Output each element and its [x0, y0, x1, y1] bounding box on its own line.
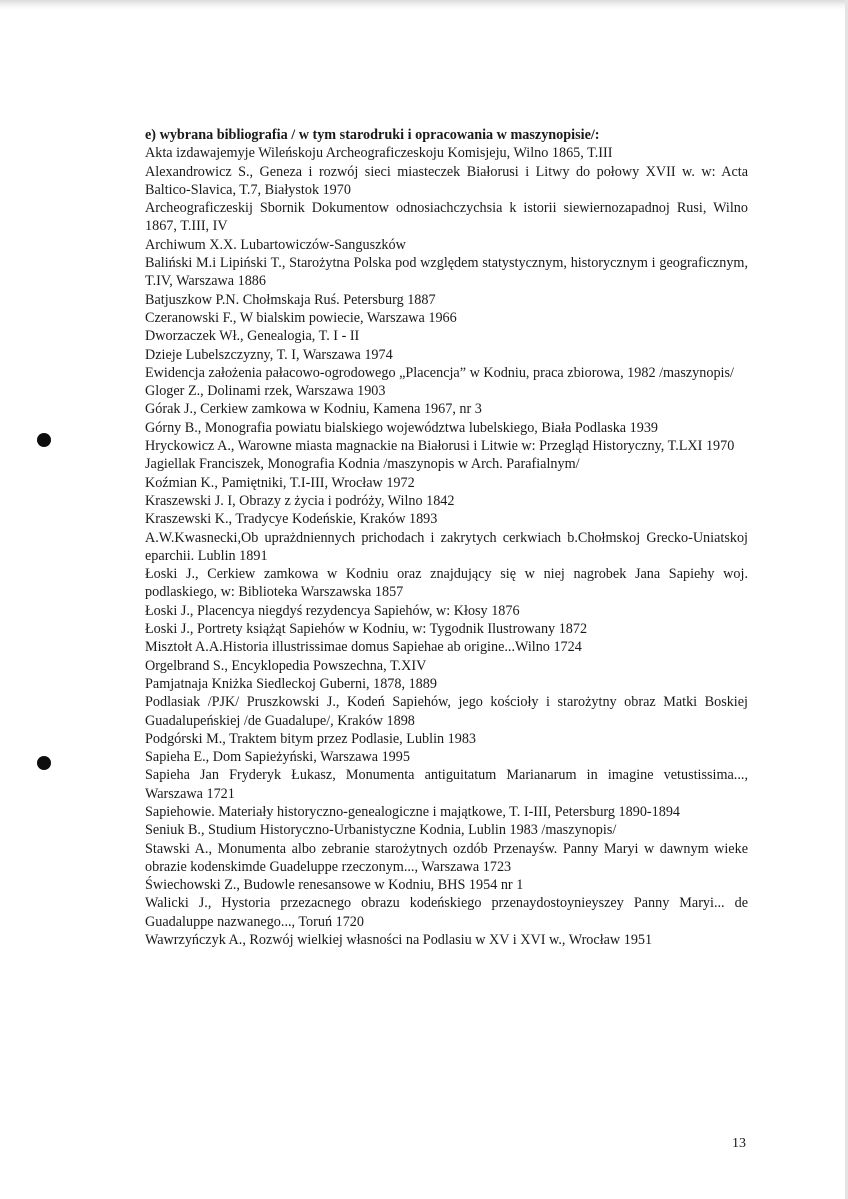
bibliography-entry: A.W.Kwasnecki,Ob uprażdniennych prichodach i zakrytych cerkwiach b.Chołmskoj Grecko-Uniatskoj eparchii. Lublin 1891	[145, 529, 748, 564]
binder-hole-upper	[37, 433, 51, 447]
page-number: 13	[732, 1136, 746, 1151]
bibliography-entry: Dzieje Lubelszczyzny, T. I, Warszawa 1974	[145, 346, 393, 363]
bibliography-entry: Seniuk B., Studium Historyczno-Urbanistyczne Kodnia, Lublin 1983 /maszynopis/	[145, 822, 617, 839]
bibliography-entry: Jagiellak Franciszek, Monografia Kodnia /maszynopis w Arch. Parafialnym/	[145, 456, 580, 473]
bibliography-entry: Kraszewski J. I, Obrazy z życia i podróży, Wilno 1842	[145, 492, 455, 509]
bibliography-entry: Górak J., Cerkiew zamkowa w Kodniu, Kamena 1967, nr 3	[145, 401, 482, 418]
bibliography-entry: Archeograficzeskij Sbornik Dokumentow odnosiachczychsia k istorii siewiernozapadnoj Rusi, Wilno 1867, T.III, IV	[145, 200, 748, 235]
bibliography-entry: Misztołt A.A.Historia illustrissimae domus Sapiehae ab origine...Wilno 1724	[145, 639, 582, 656]
bibliography-entry: Alexandrowicz S., Geneza i rozwój sieci miasteczek Białorusi i Litwy do połowy XVII w. w: Acta Baltico-Slavica, T.7, Białystok 1970	[145, 163, 748, 198]
bibliography-entry: Orgelbrand S., Encyklopedia Powszechna, T.XIV	[145, 657, 427, 674]
bibliography-entry: Sapieha Jan Fryderyk Łukasz, Monumenta antiguitatum Marianarum in imagine vetustissima..., Warszawa 1721	[145, 767, 748, 802]
bibliography-entry: Koźmian K., Pamiętniki, T.I-III, Wrocław 1972	[145, 474, 415, 491]
bibliography-entry: Sapiehowie. Materiały historyczno-genealogiczne i majątkowe, T. I-III, Petersburg 1890-1894	[145, 803, 681, 820]
section-heading: e) wybrana bibliografia / w tym starodruki i opracowania w maszynopisie/:	[145, 127, 600, 143]
scan-top-edge	[0, 0, 848, 10]
bibliography-entry: Świechowski Z., Budowle renesansowe w Kodniu, BHS 1954 nr 1	[145, 877, 524, 894]
bibliography-list	[145, 144, 748, 949]
bibliography-entry: Archiwum X.X. Lubartowiczów-Sanguszków	[145, 236, 406, 253]
bibliography-entry: Łoski J., Cerkiew zamkowa w Kodniu oraz znajdujący się w niej nagrobek Jana Sapiehy woj. podlaskiego, w: Biblioteka Warszawska 1857	[145, 566, 748, 601]
bibliography-entry: Kraszewski K., Tradycye Kodeńskie, Kraków 1893	[145, 511, 438, 528]
bibliography-entry: Stawski A., Monumenta albo zebranie starożytnych ozdób Przenayśw. Panny Maryi w dawnym wieke obrazie kodenskimde Guadeluppe rzeczonym..., Warszawa 1723	[145, 840, 748, 875]
bibliography-entry: Łoski J., Portrety książąt Sapiehów w Kodniu, w: Tygodnik Ilustrowany 1872	[145, 621, 588, 638]
bibliography-entry: Baliński M.i Lipiński T., Starożytna Polska pod względem statystycznym, historycznym i geograficznym, T.IV, Warszawa 1886	[145, 255, 748, 290]
bibliography-entry: Sapieha E., Dom Sapieżyński, Warszawa 1995	[145, 749, 410, 766]
bibliography-entry: Podgórski M., Traktem bitym przez Podlasie, Lublin 1983	[145, 730, 477, 747]
bibliography-entry: Wawrzyńczyk A., Rozwój wielkiej własności na Podlasiu w XV i XVI w., Wrocław 1951	[145, 932, 653, 949]
bibliography-entry: Batjuszkow P.N. Chołmskaja Ruś. Petersburg 1887	[145, 291, 436, 308]
bibliography-entry: Dworzaczek Wł., Genealogia, T. I - II	[145, 328, 360, 345]
bibliography-entry: Walicki J., Hystoria przezacnego obrazu kodeńskiego przenaydostoynieyszey Panny Maryi... de Guadaluppe nazwanego..., Toruń 1720	[145, 895, 748, 930]
bibliography-entry: Pamjatnaja Kniżka Siedleckoj Guberni, 1878, 1889	[145, 675, 437, 692]
bibliography-entry: Gloger Z., Dolinami rzek, Warszawa 1903	[145, 383, 386, 400]
bibliography-entry: Ewidencja założenia pałacowo-ogrodowego „Placencja” w Kodniu, praca zbiorowa, 1982 /maszynopis/	[145, 364, 734, 381]
bibliography-entry: Akta izdawajemyje Wileńskoju Archeograficzeskoju Komisjeju, Wilno 1865, T.III	[145, 145, 613, 162]
bibliography-section	[145, 126, 748, 949]
bibliography-entry: Podlasiak /PJK/ Pruszkowski J., Kodeń Sapiehów, jego kościoły i starożytny obraz Matki Boskiej Guadalupeńskiej /de Guadalupe/, Kraków 1898	[145, 694, 748, 729]
bibliography-entry: Łoski J., Placencya niegdyś rezydencya Sapiehów, w: Kłosy 1876	[145, 602, 520, 619]
bibliography-entry: Hryckowicz A., Warowne miasta magnackie na Białorusi i Litwie w: Przegląd Historyczny, T.LXI 1970	[145, 438, 735, 455]
binder-hole-lower	[37, 756, 51, 770]
bibliography-entry: Górny B., Monografia powiatu bialskiego województwa lubelskiego, Biała Podlaska 1939	[145, 419, 659, 436]
bibliography-entry: Czeranowski F., W bialskim powiecie, Warszawa 1966	[145, 309, 457, 326]
